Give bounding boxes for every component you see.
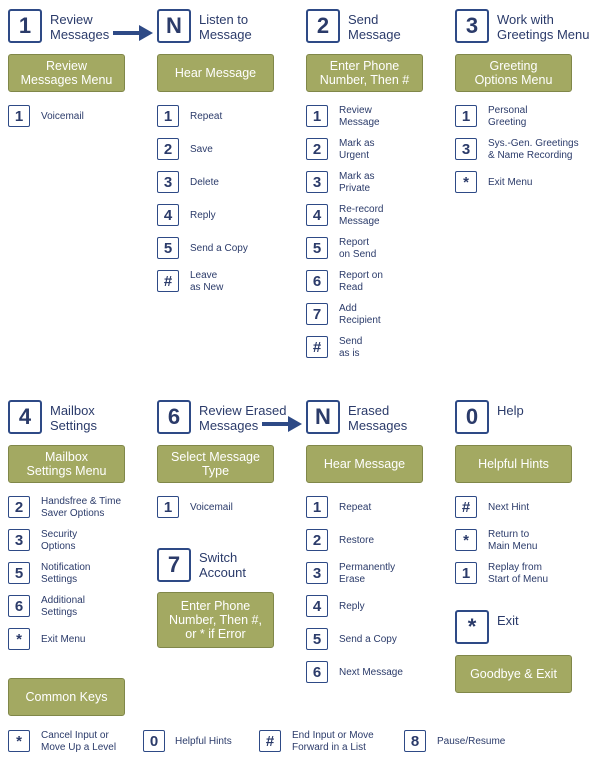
listen-item-key: 1 [157, 105, 179, 127]
send-item-key: 2 [306, 138, 328, 160]
erased-key: 6 [157, 400, 191, 434]
switch-menu-box: Enter Phone Number, Then #, or * if Error [157, 592, 274, 648]
review-key: 1 [8, 9, 42, 43]
mailbox-item-key: 3 [8, 529, 30, 551]
listen-item-key: 2 [157, 138, 179, 160]
send-item-key: 5 [306, 237, 328, 259]
erased-msgs-item-label: Reply [339, 601, 365, 612]
switch-title: Switch Account [199, 550, 246, 580]
send-item-label: Mark as Urgent [339, 138, 375, 161]
send-menu-box: Enter Phone Number, Then # [306, 54, 423, 92]
send-item-key: 1 [306, 105, 328, 127]
erased-msgs-item-key: 3 [306, 562, 328, 584]
review-item-label: Voicemail [41, 111, 84, 122]
erased-msgs-item-label: Restore [339, 535, 375, 546]
send-item-label: Send as is [339, 336, 363, 359]
listen-menu-box: Hear Message [157, 54, 274, 92]
help-item-key: 1 [455, 562, 477, 584]
mailbox-item-key: * [8, 628, 30, 650]
send-item-key: 7 [306, 303, 328, 325]
greetings-item-label: Sys.-Gen. Greetings & Name Recording [488, 138, 579, 161]
help-key: 0 [455, 400, 489, 434]
erased-msgs-item-label: Send a Copy [339, 634, 397, 645]
greetings-item-key: * [455, 171, 477, 193]
mailbox-key: 4 [8, 400, 42, 434]
common-keys-box: Common Keys [8, 678, 125, 716]
greetings-item-label: Personal Greeting [488, 105, 528, 128]
erased-item-label: Voicemail [190, 502, 233, 513]
listen-item-key: 5 [157, 237, 179, 259]
greetings-item-label: Exit Menu [488, 177, 533, 188]
erased-title: Review Erased Messages [199, 403, 287, 433]
erased-item-key: 1 [157, 496, 179, 518]
listen-item-key: 3 [157, 171, 179, 193]
send-item-key: 4 [306, 204, 328, 226]
arrow-right-icon [113, 25, 153, 41]
switch-key: 7 [157, 548, 191, 582]
listen-key: N [157, 9, 191, 43]
common-key-label: Cancel Input or Move Up a Level [41, 730, 117, 753]
common-key: 0 [143, 730, 165, 752]
erased-msgs-item-label: Repeat [339, 502, 372, 513]
erased-menu-box: Select Message Type [157, 445, 274, 483]
send-item-label: Mark as Private [339, 171, 375, 194]
mailbox-item-label: Additional Settings [41, 595, 85, 618]
send-item-label: Report on Send [339, 237, 377, 260]
common-key: # [259, 730, 281, 752]
listen-item-label: Leave as New [190, 270, 224, 293]
erased-msgs-item-label: Next Message [339, 667, 403, 678]
listen-title: Listen to Message [199, 12, 252, 42]
listen-item-label: Reply [190, 210, 216, 221]
review-title: Review Messages [50, 12, 110, 42]
erased-msgs-item-key: 4 [306, 595, 328, 617]
listen-item-label: Save [190, 144, 213, 155]
common-key-label: End Input or Move Forward in a List [292, 730, 374, 753]
erased-msgs-item-key: 5 [306, 628, 328, 650]
erased-msgs-menu-box: Hear Message [306, 445, 423, 483]
greetings-item-key: 3 [455, 138, 477, 160]
mailbox-item-label: Handsfree & Time Saver Options [41, 496, 122, 519]
send-item-key: 3 [306, 171, 328, 193]
help-title: Help [497, 403, 524, 418]
greetings-key: 3 [455, 9, 489, 43]
common-key-label: Helpful Hints [175, 736, 232, 747]
mailbox-item-label: Security Options [41, 529, 78, 552]
mailbox-menu-box: Mailbox Settings Menu [8, 445, 125, 483]
mailbox-item-label: Exit Menu [41, 634, 86, 645]
erased-msgs-key: N [306, 400, 340, 434]
greetings-title: Work with Greetings Menu [497, 12, 590, 42]
send-title: Send Message [348, 12, 401, 42]
listen-item-key: # [157, 270, 179, 292]
review-menu-box: Review Messages Menu [8, 54, 125, 92]
erased-msgs-item-key: 2 [306, 529, 328, 551]
mailbox-item-key: 2 [8, 496, 30, 518]
help-item-key: # [455, 496, 477, 518]
send-item-label: Re-record Message [339, 204, 384, 227]
mailbox-item-key: 5 [8, 562, 30, 584]
send-item-label: Report on Read [339, 270, 383, 293]
exit-menu-box: Goodbye & Exit [455, 655, 572, 693]
common-key-label: Pause/Resume [437, 736, 506, 747]
exit-key: * [455, 610, 489, 644]
help-item-label: Next Hint [488, 502, 530, 513]
send-key: 2 [306, 9, 340, 43]
listen-item-label: Delete [190, 177, 219, 188]
send-item-key: 6 [306, 270, 328, 292]
common-key: 8 [404, 730, 426, 752]
greetings-item-key: 1 [455, 105, 477, 127]
erased-msgs-title: Erased Messages [348, 403, 408, 433]
mailbox-item-key: 6 [8, 595, 30, 617]
greetings-menu-box: Greeting Options Menu [455, 54, 572, 92]
exit-title: Exit [497, 613, 519, 628]
send-item-key: # [306, 336, 328, 358]
listen-item-key: 4 [157, 204, 179, 226]
help-menu-box: Helpful Hints [455, 445, 572, 483]
send-item-label: Review Message [339, 105, 380, 128]
mailbox-item-label: Notification Settings [41, 562, 91, 585]
arrow-right-icon [262, 416, 302, 432]
listen-item-label: Send a Copy [190, 243, 248, 254]
help-item-label: Replay from Start of Menu [488, 562, 549, 585]
erased-msgs-item-label: Permanently Erase [339, 562, 396, 585]
help-item-label: Return to Main Menu [488, 529, 538, 552]
review-item-key: 1 [8, 105, 30, 127]
listen-item-label: Repeat [190, 111, 223, 122]
help-item-key: * [455, 529, 477, 551]
erased-msgs-item-key: 1 [306, 496, 328, 518]
mailbox-title: Mailbox Settings [50, 403, 97, 433]
common-key: * [8, 730, 30, 752]
erased-msgs-item-key: 6 [306, 661, 328, 683]
send-item-label: Add Recipient [339, 303, 381, 326]
